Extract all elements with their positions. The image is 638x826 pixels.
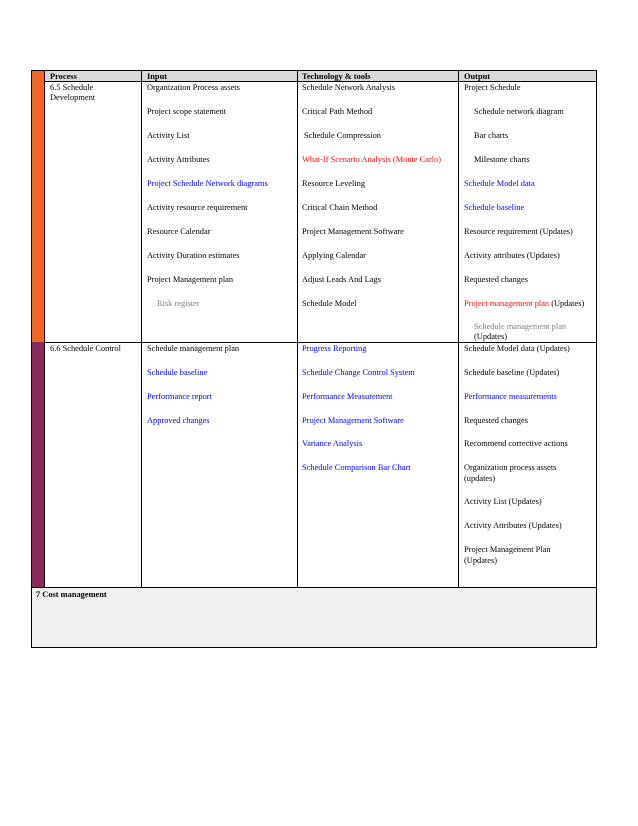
col-divider-3 — [458, 70, 459, 588]
cost-section-background — [31, 587, 596, 647]
table-left-border — [31, 70, 32, 648]
input-item: Activity List — [147, 131, 190, 140]
output-item: Schedule baseline — [464, 203, 525, 212]
tool-item: What-If Scenario Analysis (Monte Carlo) — [302, 155, 442, 164]
output-item: Organization process assets — [464, 463, 557, 472]
row-divider-1 — [44, 342, 596, 343]
tool-item: Progress Reporting — [302, 344, 367, 353]
tool-item: Schedule Network Analysis — [302, 83, 396, 92]
input-item: Performance report — [147, 392, 212, 401]
input-item: Approved changes — [147, 416, 210, 425]
tool-item: Critical Path Method — [302, 107, 373, 116]
tool-item: Schedule Compression — [304, 131, 381, 140]
output-item: (Updates) — [474, 332, 508, 341]
output-item: Schedule baseline (Updates) — [464, 368, 560, 377]
output-item: Project Management Plan — [464, 545, 551, 554]
input-item: Schedule baseline — [147, 368, 208, 377]
tool-item: Adjust Leads And Lags — [302, 275, 381, 284]
table-right-border — [596, 70, 597, 648]
tool-item: Project Management Software — [302, 416, 404, 425]
output-item: Requested changes — [464, 416, 528, 425]
output-item: Schedule Model data (Updates) — [464, 344, 570, 353]
row-divider-2 — [31, 587, 597, 588]
col-divider-2 — [297, 70, 298, 588]
output-pmp-label: Project management plan — [464, 299, 550, 308]
output-item: Bar charts — [474, 131, 509, 140]
output-item: Milestone charts — [474, 155, 530, 164]
process-schedule-control: 6.6 Schedule Control — [50, 344, 121, 353]
input-item: Project scope statement — [147, 107, 227, 116]
header-input: Input — [147, 72, 168, 81]
tool-item: Schedule Model — [302, 299, 357, 308]
tool-item: Schedule Change Control System — [302, 368, 415, 377]
output-item: Performance measurements — [464, 392, 557, 401]
output-item: Activity attributes (Updates) — [464, 251, 560, 260]
output-item: Schedule management plan — [474, 322, 567, 331]
input-item: Risk register — [157, 299, 200, 308]
tool-item: Project Management Software — [302, 227, 404, 236]
tool-item: Schedule Comparison Bar Chart — [302, 463, 411, 472]
header-output: Output — [464, 72, 491, 81]
tool-item: Variance Analysis — [302, 439, 363, 448]
input-item: Schedule management plan — [147, 344, 240, 353]
output-item: Schedule Model data — [464, 179, 535, 188]
output-item: Requested changes — [464, 275, 528, 284]
purple-section-bar — [31, 342, 44, 587]
output-item-pmp — [464, 299, 584, 309]
input-item: Resource Calendar — [147, 227, 211, 236]
orange-section-bar — [31, 71, 44, 342]
tool-item: Resource Leveling — [302, 179, 366, 188]
header-process: Process — [50, 72, 77, 81]
output-item: Project Schedule — [464, 83, 521, 92]
output-item: (Updates) — [464, 556, 498, 565]
input-item: Activity resource requirement — [147, 203, 248, 212]
input-item: Activity Duration estimates — [147, 251, 240, 260]
header-tools: Technology & tools — [302, 72, 371, 81]
col-divider-1 — [141, 70, 142, 588]
section-title-cost-management: 7 Cost management — [36, 590, 107, 599]
input-item: Activity Attributes — [147, 155, 210, 164]
input-item: Project Schedule Network diagrams — [147, 179, 268, 188]
color-bar-border — [44, 70, 45, 588]
table-top-border — [31, 70, 597, 71]
output-pmp-updates: (Updates) — [549, 299, 585, 308]
input-item: Project Management plan — [147, 275, 234, 284]
output-item: Activity Attributes (Updates) — [464, 521, 562, 530]
process-schedule-development: 6.5 Schedule Development — [50, 83, 96, 102]
output-item: Activity List (Updates) — [464, 497, 542, 506]
output-item: Schedule network diagram — [474, 107, 564, 116]
tool-item: Performance Measurement — [302, 392, 393, 401]
tool-item: Critical Chain Method — [302, 203, 378, 212]
input-item: Organization Process assets — [147, 83, 240, 92]
table-bottom-border — [31, 647, 597, 648]
output-item: Resource requirement (Updates) — [464, 227, 573, 236]
output-item: Recommend corrective actions — [464, 439, 568, 448]
output-item: (updates) — [464, 474, 496, 483]
tool-item: Applying Calendar — [302, 251, 366, 260]
